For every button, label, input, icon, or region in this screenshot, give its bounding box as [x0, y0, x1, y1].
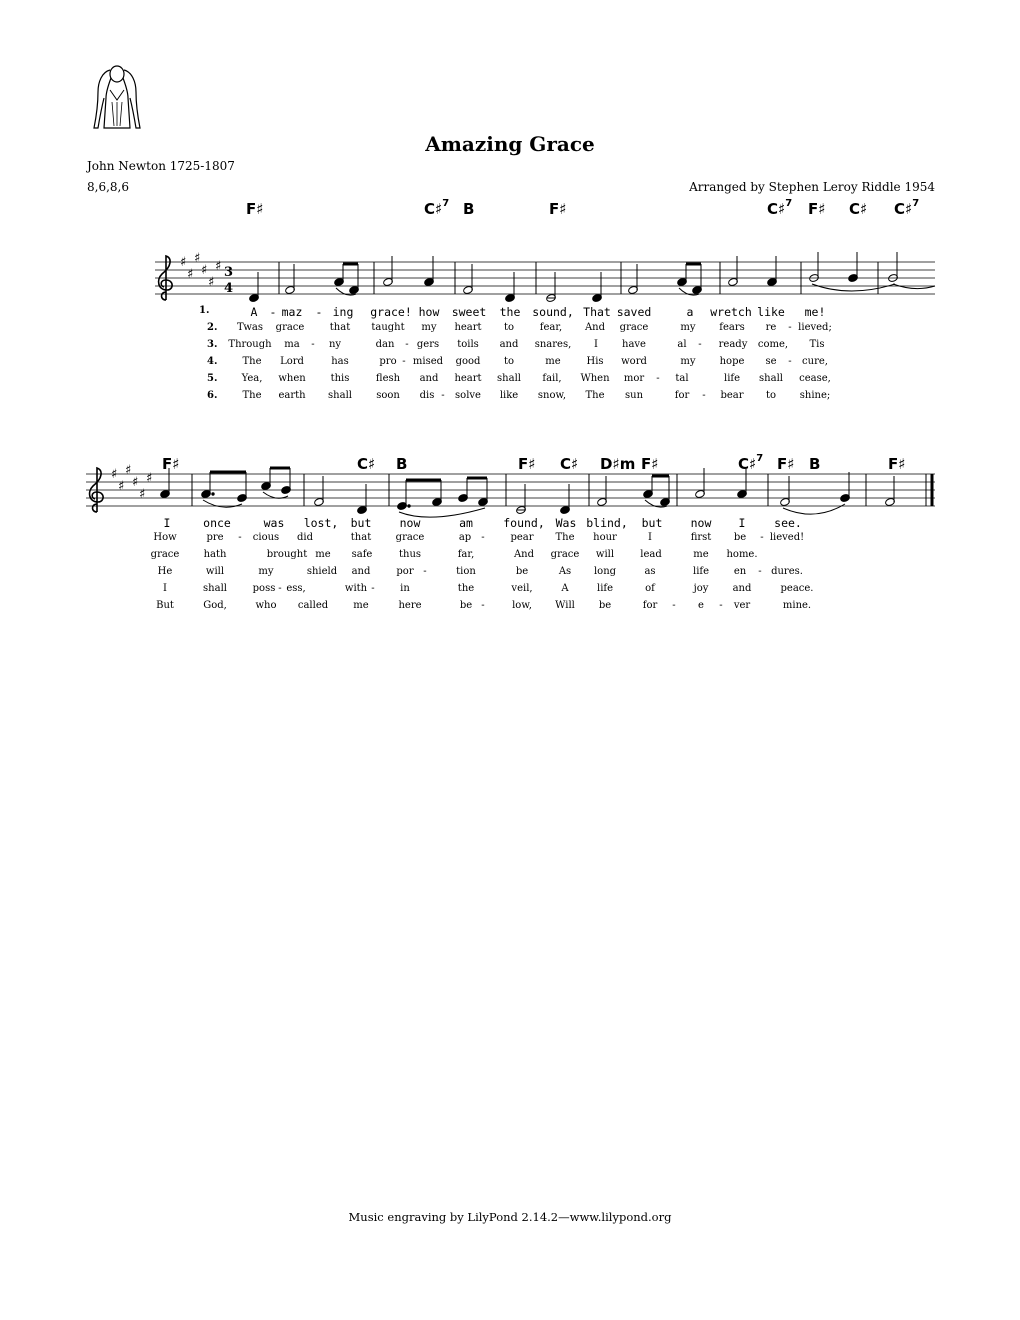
- lyric-syllable: fear,: [539, 322, 563, 333]
- lyric-syllable: shall: [497, 373, 521, 384]
- lyric-hyphen: -: [238, 532, 242, 543]
- lyric-syllable: life: [692, 566, 710, 577]
- lyric-syllable: snares,: [534, 339, 572, 350]
- lyric-hyphen: -: [371, 583, 375, 594]
- lyric-syllable: As: [558, 566, 572, 577]
- lyric-syllable: A: [250, 305, 258, 319]
- lyric-syllable: poss: [252, 583, 276, 594]
- lyric-syllable: good: [455, 356, 481, 367]
- lyric-syllable: Will: [555, 600, 575, 611]
- chord: F♯: [777, 455, 795, 473]
- lyric-syllable: and: [499, 339, 519, 350]
- lyric-syllable: to: [503, 322, 515, 333]
- lyric-hyphen: -: [702, 390, 706, 401]
- lyric-hyphen: -: [758, 566, 762, 577]
- lyric-syllable: the: [457, 583, 475, 594]
- lyric-syllable: veil,: [511, 583, 533, 594]
- lyric-syllable: thus: [398, 549, 422, 560]
- lyric-syllable: Was: [555, 516, 577, 530]
- lyric-syllable: ma: [284, 339, 300, 350]
- lyric-syllable: that: [329, 322, 351, 333]
- lyric-syllable: blind,: [586, 516, 628, 530]
- lyric-syllable: now: [690, 516, 712, 530]
- lyric-syllable: dures.: [771, 566, 803, 577]
- lyric-syllable: pear: [510, 532, 534, 543]
- lyric-syllable: earth: [278, 390, 306, 401]
- lyric-hyphen: -: [405, 339, 409, 350]
- lyric-syllable: I: [163, 583, 167, 594]
- lyric-syllable: The: [585, 390, 605, 401]
- lyric-syllable: see.: [774, 516, 802, 530]
- chord: C♯: [849, 200, 868, 218]
- svg-text:4: 4: [224, 281, 234, 296]
- lyric-syllable: come,: [757, 339, 789, 350]
- chord: C♯: [357, 455, 376, 473]
- chord: F♯: [641, 455, 659, 473]
- lyric-syllable: grace: [395, 532, 425, 543]
- lyric-syllable: shall: [203, 583, 227, 594]
- lyric-syllable: and: [732, 583, 752, 594]
- meter: 8,6,8,6: [87, 180, 129, 194]
- lyric-syllable: but: [641, 516, 663, 530]
- lyric-syllable: shield: [306, 566, 338, 577]
- lyric-syllable: once: [203, 516, 231, 530]
- poet-credit: John Newton 1725-1807: [87, 159, 235, 173]
- chord: B: [809, 455, 821, 473]
- lyric-syllable: e: [698, 600, 704, 611]
- lyric-syllable: ready: [718, 339, 748, 350]
- lyric-syllable: sweet: [451, 305, 487, 319]
- lyric-syllable: grace: [550, 549, 580, 560]
- lyric-hyphen: -: [423, 566, 427, 577]
- lyric-syllable: cious: [252, 532, 280, 543]
- lyric-syllable: low,: [512, 600, 532, 611]
- lyric-syllable: be: [733, 532, 747, 543]
- lyric-syllable: se: [765, 356, 777, 367]
- lyric-syllable: dis: [419, 390, 435, 401]
- lyric-syllable: wretch: [710, 305, 752, 319]
- lyric-syllable: solve: [455, 390, 481, 401]
- lyric-syllable: me: [353, 600, 369, 611]
- lyric-syllable: shall: [759, 373, 783, 384]
- lyric-syllable: ver: [733, 600, 751, 611]
- lyric-syllable: first: [690, 532, 712, 543]
- lyric-syllable: soon: [376, 390, 400, 401]
- lyric-hyphen: -: [278, 583, 282, 594]
- lyric-syllable: His: [586, 356, 604, 367]
- lyric-syllable: be: [459, 600, 473, 611]
- svg-text:♯: ♯: [146, 471, 153, 486]
- lyric-hyphen: -: [719, 600, 723, 611]
- lyric-syllable: heart: [454, 322, 482, 333]
- lyric-syllable: joy: [693, 583, 709, 594]
- lyric-syllable: Tis: [809, 339, 825, 350]
- lyric-syllable: God,: [203, 600, 227, 611]
- svg-text:♯: ♯: [111, 467, 118, 482]
- svg-text:3: 3: [224, 265, 234, 280]
- lyric-syllable: shall: [328, 390, 352, 401]
- svg-text:♯: ♯: [139, 487, 146, 502]
- lyric-syllable: here: [398, 600, 422, 611]
- lyric-syllable: Lord: [280, 356, 304, 367]
- lyric-syllable: por: [396, 566, 414, 577]
- lyric-hyphen: -: [760, 532, 764, 543]
- lyric-syllable: grace: [150, 549, 180, 560]
- lyric-syllable: re: [765, 322, 777, 333]
- lyric-syllable: I: [163, 516, 171, 530]
- verse-number: 3.: [207, 339, 218, 350]
- lyric-syllable: grace: [619, 322, 649, 333]
- lyric-syllable: like: [499, 390, 519, 401]
- lyric-syllable: sun: [624, 390, 644, 401]
- lyric-syllable: life: [723, 373, 741, 384]
- lyric-syllable: will: [595, 549, 615, 560]
- lyric-syllable: lead: [640, 549, 662, 560]
- chord: B: [463, 200, 475, 218]
- lyric-syllable: bear: [720, 390, 744, 401]
- lyric-syllable: did: [296, 532, 314, 543]
- chord: F♯: [888, 455, 906, 473]
- svg-text:♯: ♯: [180, 255, 187, 270]
- svg-text:♯: ♯: [132, 475, 139, 490]
- lyric-syllable: fears: [719, 322, 745, 333]
- lyric-syllable: now: [399, 516, 421, 530]
- lyric-syllable: to: [503, 356, 515, 367]
- lyric-hyphen: -: [441, 390, 445, 401]
- lyric-hyphen: -: [698, 339, 702, 350]
- key-signature: [111, 463, 152, 502]
- chord: F♯: [549, 200, 567, 218]
- lyric-syllable: And: [584, 322, 606, 333]
- lyric-syllable: And: [513, 549, 535, 560]
- lyric-syllable: snow,: [537, 390, 567, 401]
- lyric-syllable: That: [583, 305, 611, 319]
- lyric-syllable: hour: [593, 532, 617, 543]
- lyric-syllable: When: [580, 373, 610, 384]
- svg-text:♯: ♯: [201, 263, 208, 278]
- svg-text:♯: ♯: [208, 275, 215, 290]
- svg-text:♯: ♯: [194, 251, 201, 266]
- lyric-hyphen: -: [656, 373, 660, 384]
- lyric-syllable: has: [331, 356, 349, 367]
- lyric-syllable: me: [315, 549, 331, 560]
- lyric-syllable: ess,: [286, 583, 306, 594]
- lyric-syllable: The: [242, 390, 262, 401]
- lyric-syllable: al: [677, 339, 687, 350]
- chord: C♯$^7$: [767, 198, 793, 218]
- lyric-syllable: with: [344, 583, 368, 594]
- lyric-hyphen: -: [269, 305, 277, 319]
- lyric-syllable: home.: [726, 549, 758, 560]
- lyric-syllable: fail,: [542, 373, 562, 384]
- arranger-credit: Arranged by Stephen Leroy Riddle 1954: [689, 180, 935, 194]
- lyric-syllable: maz: [281, 305, 303, 319]
- lyric-syllable: of: [645, 583, 655, 594]
- lyric-syllable: the: [499, 305, 521, 319]
- lyric-syllable: ny: [328, 339, 342, 350]
- lyric-syllable: me: [693, 549, 709, 560]
- svg-text:♯: ♯: [187, 267, 194, 282]
- engraving-credit: Music engraving by LilyPond 2.14.2—www.lilypond.org: [348, 1210, 672, 1224]
- lyric-syllable: I: [738, 516, 746, 530]
- lyric-syllable: taught: [371, 322, 405, 333]
- lyric-syllable: found,: [503, 516, 545, 530]
- lyric-syllable: word: [621, 356, 647, 367]
- lyric-hyphen: -: [481, 532, 485, 543]
- lyric-hyphen: -: [788, 322, 792, 333]
- verse-number: 4.: [207, 356, 218, 367]
- lyric-syllable: how: [418, 305, 440, 319]
- verse-number: 6.: [207, 390, 218, 401]
- lyric-syllable: but: [350, 516, 372, 530]
- lyric-syllable: Through: [228, 339, 272, 350]
- svg-text:♯: ♯: [125, 463, 132, 478]
- lyric-syllable: flesh: [375, 373, 401, 384]
- lyric-syllable: in: [400, 583, 410, 594]
- lyric-syllable: was: [263, 516, 285, 530]
- lyric-syllable: hope: [719, 356, 745, 367]
- lyric-syllable: He: [157, 566, 173, 577]
- lyric-syllable: grace: [275, 322, 305, 333]
- lyric-hyphen: -: [788, 356, 792, 367]
- lyric-syllable: toils: [457, 339, 479, 350]
- chord: F♯: [518, 455, 536, 473]
- lyric-syllable: shine;: [799, 390, 831, 401]
- lyric-syllable: am: [459, 516, 473, 530]
- notes: [160, 468, 896, 515]
- chord: C♯$^7$: [738, 453, 764, 473]
- lyric-hyphen: -: [672, 600, 676, 611]
- lyric-hyphen: -: [311, 339, 315, 350]
- chord: B: [396, 455, 408, 473]
- lyric-syllable: and: [419, 373, 439, 384]
- lyric-syllable: heart: [454, 373, 482, 384]
- lyric-syllable: pre: [206, 532, 224, 543]
- lyric-syllable: like: [757, 305, 785, 319]
- lyric-syllable: will: [205, 566, 225, 577]
- lyric-syllable: safe: [351, 549, 373, 560]
- verse-number: 2.: [207, 322, 218, 333]
- lyric-hyphen: -: [315, 305, 323, 319]
- svg-text:♯: ♯: [215, 259, 222, 274]
- lyric-syllable: A: [561, 583, 569, 594]
- lyric-syllable: mine.: [782, 600, 812, 611]
- lyric-syllable: brought: [266, 549, 308, 560]
- lyric-syllable: hath: [203, 549, 227, 560]
- chord: C♯$^7$: [894, 198, 920, 218]
- lyric-syllable: this: [330, 373, 350, 384]
- lyric-syllable: tal: [675, 373, 689, 384]
- lyric-syllable: Twas: [237, 322, 263, 333]
- lyric-syllable: be: [598, 600, 612, 611]
- lyric-syllable: and: [351, 566, 371, 577]
- lyric-syllable: that: [350, 532, 372, 543]
- chord: C♯: [560, 455, 579, 473]
- lyric-syllable: my: [258, 566, 274, 577]
- lyric-syllable: my: [680, 356, 696, 367]
- lyric-syllable: as: [644, 566, 656, 577]
- lyric-syllable: a: [686, 305, 694, 319]
- lyric-syllable: far,: [457, 549, 475, 560]
- chord: D♯m: [600, 455, 636, 473]
- lyric-hyphen: -: [402, 356, 406, 367]
- lyric-syllable: pro: [379, 356, 397, 367]
- lyric-syllable: sound,: [532, 305, 574, 319]
- lyric-syllable: for: [642, 600, 658, 611]
- song-title: Amazing Grace: [425, 132, 595, 156]
- lyric-syllable: my: [680, 322, 696, 333]
- lyric-syllable: But: [156, 600, 174, 611]
- svg-text:♯: ♯: [118, 479, 125, 494]
- slurs: [203, 492, 845, 517]
- lyric-syllable: lost,: [303, 516, 339, 530]
- lyric-syllable: The: [242, 356, 262, 367]
- lyric-syllable: Yea,: [241, 373, 263, 384]
- lyric-syllable: to: [765, 390, 777, 401]
- lyric-syllable: called: [297, 600, 329, 611]
- lyric-syllable: grace!: [370, 305, 412, 319]
- lyric-syllable: who: [255, 600, 277, 611]
- lyric-syllable: me: [545, 356, 561, 367]
- lyric-syllable: lieved;: [798, 322, 832, 333]
- lyric-syllable: lieved!: [769, 532, 805, 543]
- lyric-syllable: have: [622, 339, 646, 350]
- lyric-syllable: I: [594, 339, 598, 350]
- lyric-syllable: How: [153, 532, 177, 543]
- chord: F♯: [162, 455, 180, 473]
- lyric-syllable: life: [596, 583, 614, 594]
- lyric-syllable: ap: [458, 532, 472, 543]
- lyric-syllable: dan: [375, 339, 395, 350]
- lyric-syllable: gers: [416, 339, 440, 350]
- lyric-syllable: cure,: [802, 356, 828, 367]
- lyric-syllable: for: [674, 390, 690, 401]
- lyric-syllable: ing: [332, 305, 354, 319]
- staff-system-2: [0, 0, 1020, 560]
- chord: F♯: [246, 200, 264, 218]
- lyric-syllable: tion: [456, 566, 476, 577]
- lyric-syllable: peace.: [780, 583, 814, 594]
- lyric-syllable: I: [648, 532, 652, 543]
- lyric-syllable: The: [555, 532, 575, 543]
- lyric-hyphen: -: [481, 600, 485, 611]
- lyric-syllable: long: [593, 566, 617, 577]
- lyric-syllable: mised: [412, 356, 444, 367]
- lyric-syllable: cease,: [799, 373, 831, 384]
- verse-number: 1.: [199, 305, 210, 316]
- lyric-syllable: mor: [623, 373, 645, 384]
- lyric-syllable: when: [278, 373, 306, 384]
- lyric-syllable: en: [733, 566, 747, 577]
- lyric-syllable: be: [515, 566, 529, 577]
- chord: C♯$^7$: [424, 198, 450, 218]
- lyric-syllable: saved: [616, 305, 652, 319]
- lyric-syllable: my: [421, 322, 437, 333]
- verse-number: 5.: [207, 373, 218, 384]
- lyric-syllable: me!: [804, 305, 826, 319]
- chord: F♯: [808, 200, 826, 218]
